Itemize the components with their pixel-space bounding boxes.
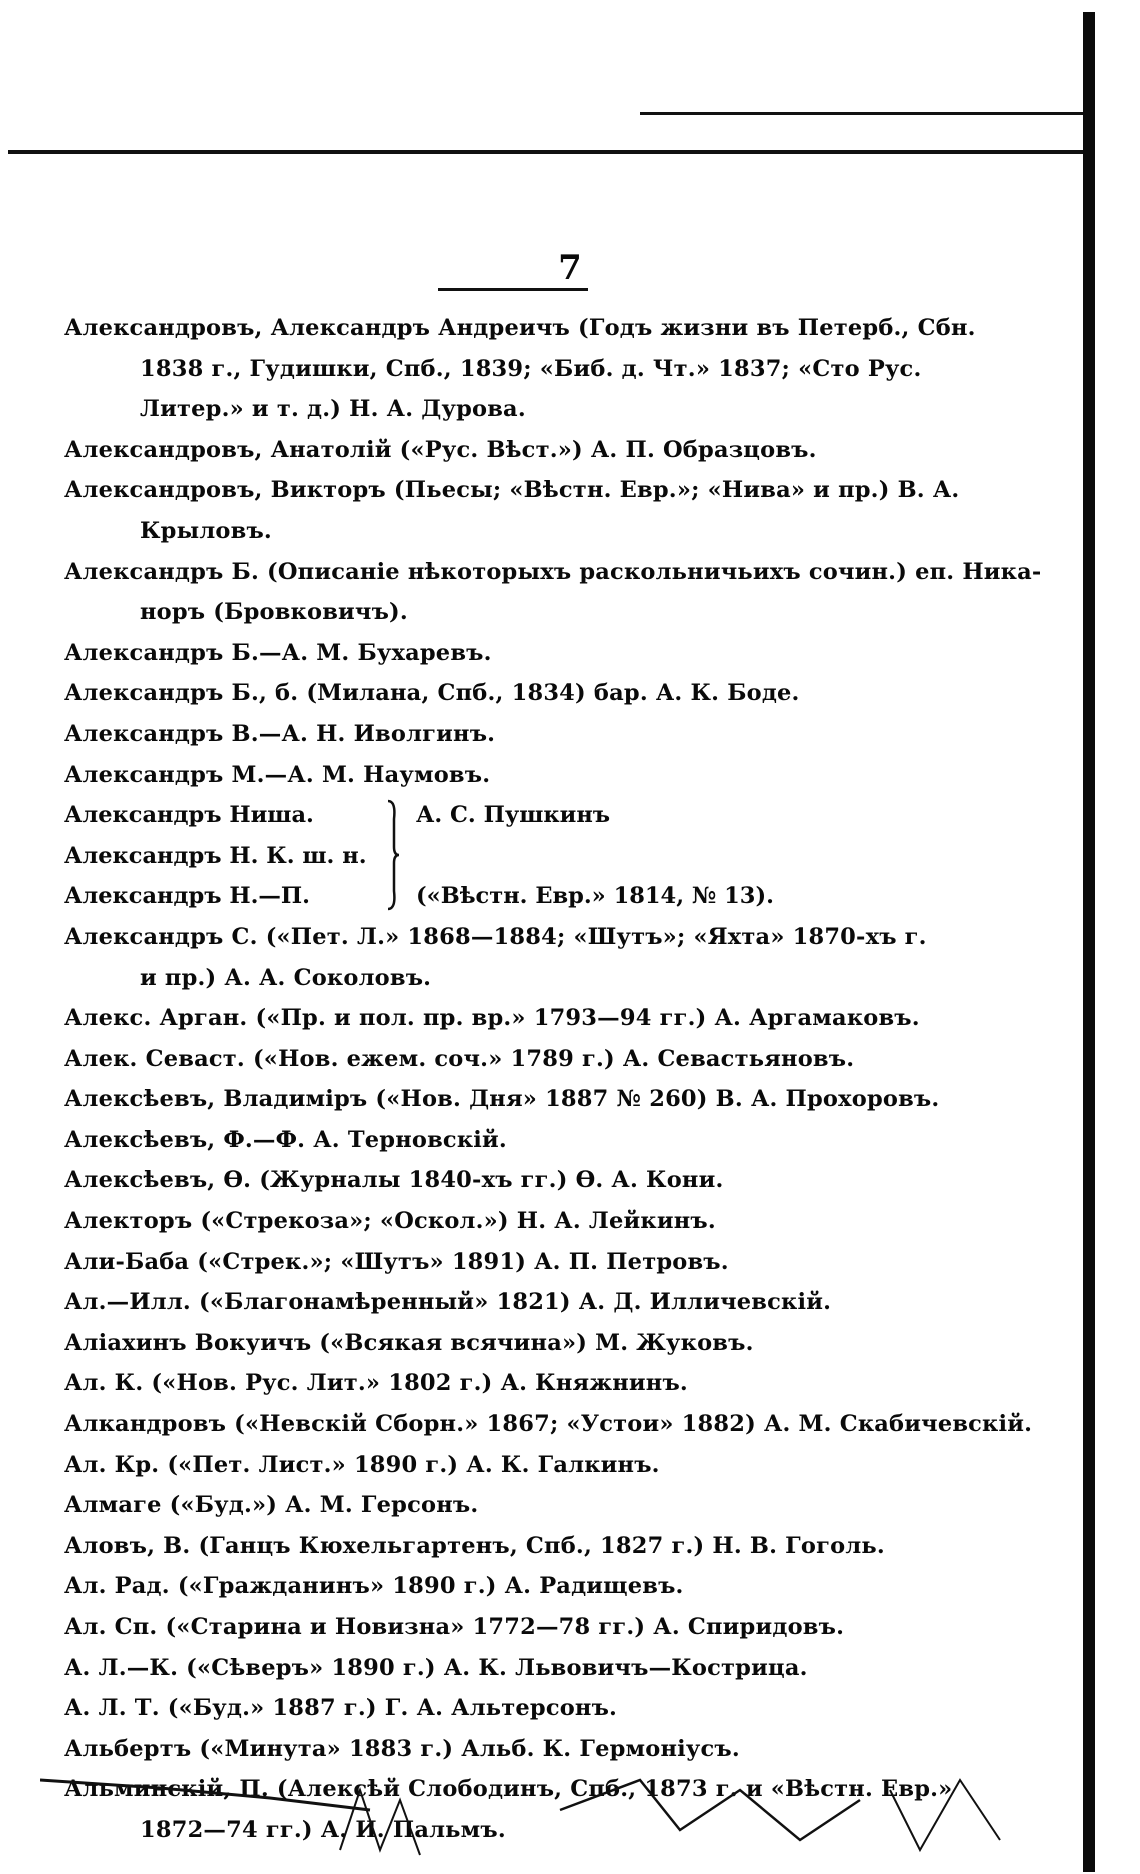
entry-line: Аловъ, В. (Ганцъ Кюхельгартенъ, Спб., 1827 г.) Н. В. Гоголь.: [64, 1532, 885, 1559]
entry-line: Александръ В.—А. Н. Иволгинъ.: [64, 720, 496, 747]
entry-line: Алексѣевъ, Ф.—Ф. А. Терновскій.: [64, 1126, 507, 1153]
entry-line: Ал. К. («Нов. Рус. Лит.» 1802 г.) А. Княжнинъ.: [64, 1370, 688, 1397]
entry-line: Аліахинъ Вокуичъ («Всякая всячина») М. Жуковъ.: [64, 1329, 754, 1356]
entry-continuation: Крыловъ.: [140, 517, 272, 544]
page-edge-top: [640, 112, 1085, 115]
entry-line: Алкандровъ («Невскій Сборн.» 1867; «Устои» 1882) А. М. Скабичевскій.: [64, 1411, 1033, 1438]
entry-heading: Александръ Н. К. ш. н.: [64, 842, 367, 869]
entry-line: Ал.—Илл. («Благонамѣренный» 1821) А. Д. Илличевскій.: [64, 1289, 832, 1316]
entry-continuation: Литер.» и т. д.) Н. А. Дурова.: [140, 396, 526, 423]
entry-line: Али-Баба («Стрек.»; «Шутъ» 1891) А. П. Петровъ.: [64, 1248, 729, 1275]
page-number-rule: [438, 288, 588, 291]
entry-line: Алек. Севаст. («Нов. ежем. соч.» 1789 г.) А. Севастьяновъ.: [64, 1045, 855, 1072]
page-edge-line: [8, 150, 1083, 154]
entry-heading: Александръ Н.—П.: [64, 883, 310, 910]
entry-line: Александръ М.—А. М. Наумовъ.: [64, 761, 491, 788]
entry-continuation: 1838 г., Гудишки, Спб., 1839; «Биб. д. Чт.» 1837; «Сто Рус.: [140, 355, 922, 382]
entry-line: Александровъ, Александръ Андреичъ (Годъ жизни въ Петерб., Сбн.: [64, 315, 976, 341]
entry-attribution: («Вѣстн. Евр.» 1814, № 13).: [416, 883, 774, 910]
entry-line: Алмаге («Буд.») А. М. Герсонъ.: [64, 1492, 479, 1519]
entry-line: Александръ Б. (Описаніе нѣкоторыхъ раскольничьихъ сочин.) еп. Ника-: [64, 558, 1042, 585]
page-number: 7: [558, 248, 582, 288]
entry-line: Александръ Б., б. (Милана, Спб., 1834) бар. А. К. Боде.: [64, 680, 800, 707]
entry-heading: Александръ Ниша.: [64, 802, 314, 829]
entry-line: Алекс. Арган. («Пр. и пол. пр. вр.» 1793—94 гг.) А. Аргамаковъ.: [64, 1005, 920, 1032]
entry-line: Ал. Сп. («Старина и Новизна» 1772—78 гг.) А. Спиридовъ.: [64, 1614, 845, 1641]
entry-line: А. Л. Т. («Буд.» 1887 г.) Г. А. Альтерсонъ.: [64, 1695, 618, 1722]
entry-line: Алекторъ («Стрекоза»; «Оскол.») Н. А. Лейкинъ.: [64, 1208, 716, 1235]
entry-line: Ал. Рад. («Гражданинъ» 1890 г.) А. Радищевъ.: [64, 1573, 684, 1600]
entry-attribution: А. С. Пушкинъ: [416, 802, 611, 829]
entry-line: Алексѣевъ, Владиміръ («Нов. Дня» 1887 № 260) В. А. Прохоровъ.: [64, 1086, 940, 1113]
entry-line: Александръ С. («Пет. Л.» 1868—1884; «Шутъ»; «Яхта» 1870-хъ г.: [64, 923, 927, 950]
entry-continuation: 1872—74 гг.) А. И. Пальмъ.: [140, 1816, 506, 1843]
page-bottom-marks: [40, 1770, 1040, 1860]
entry-continuation: норъ (Бровковичъ).: [140, 599, 408, 626]
entry-group: [64, 795, 974, 917]
entry-list: [64, 308, 1042, 1851]
entry-line: Альбертъ («Минута» 1883 г.) Альб. К. Гермоніусъ.: [64, 1735, 740, 1762]
entry-line: Алексѣевъ, Ѳ. (Журналы 1840-хъ гг.) Ѳ. А. Кони.: [64, 1167, 724, 1194]
entry-line: А. Л.—К. («Сѣверъ» 1890 г.) А. К. Львовичъ—Кострица.: [64, 1654, 808, 1681]
entry-line: Александровъ, Викторъ (Пьесы; «Вѣстн. Евр.»; «Нива» и пр.) В. А.: [64, 477, 960, 504]
page-edge-right: [1083, 12, 1095, 1872]
entry-line: Александръ Б.—А. М. Бухаревъ.: [64, 639, 492, 666]
entry-line: Александровъ, Анатолій («Рус. Вѣст.») А. П. Образцовъ.: [64, 436, 817, 463]
entry-line: Альминскій, П. (Алексѣй Слободинъ, Спб., 1873 г. и «Вѣстн. Евр.»: [64, 1776, 953, 1803]
entry-continuation: и пр.) А. А. Соколовъ.: [140, 964, 432, 991]
brace-mark: [386, 799, 400, 911]
entry-line: Ал. Кр. («Пет. Лист.» 1890 г.) А. К. Галкинъ.: [64, 1451, 660, 1478]
